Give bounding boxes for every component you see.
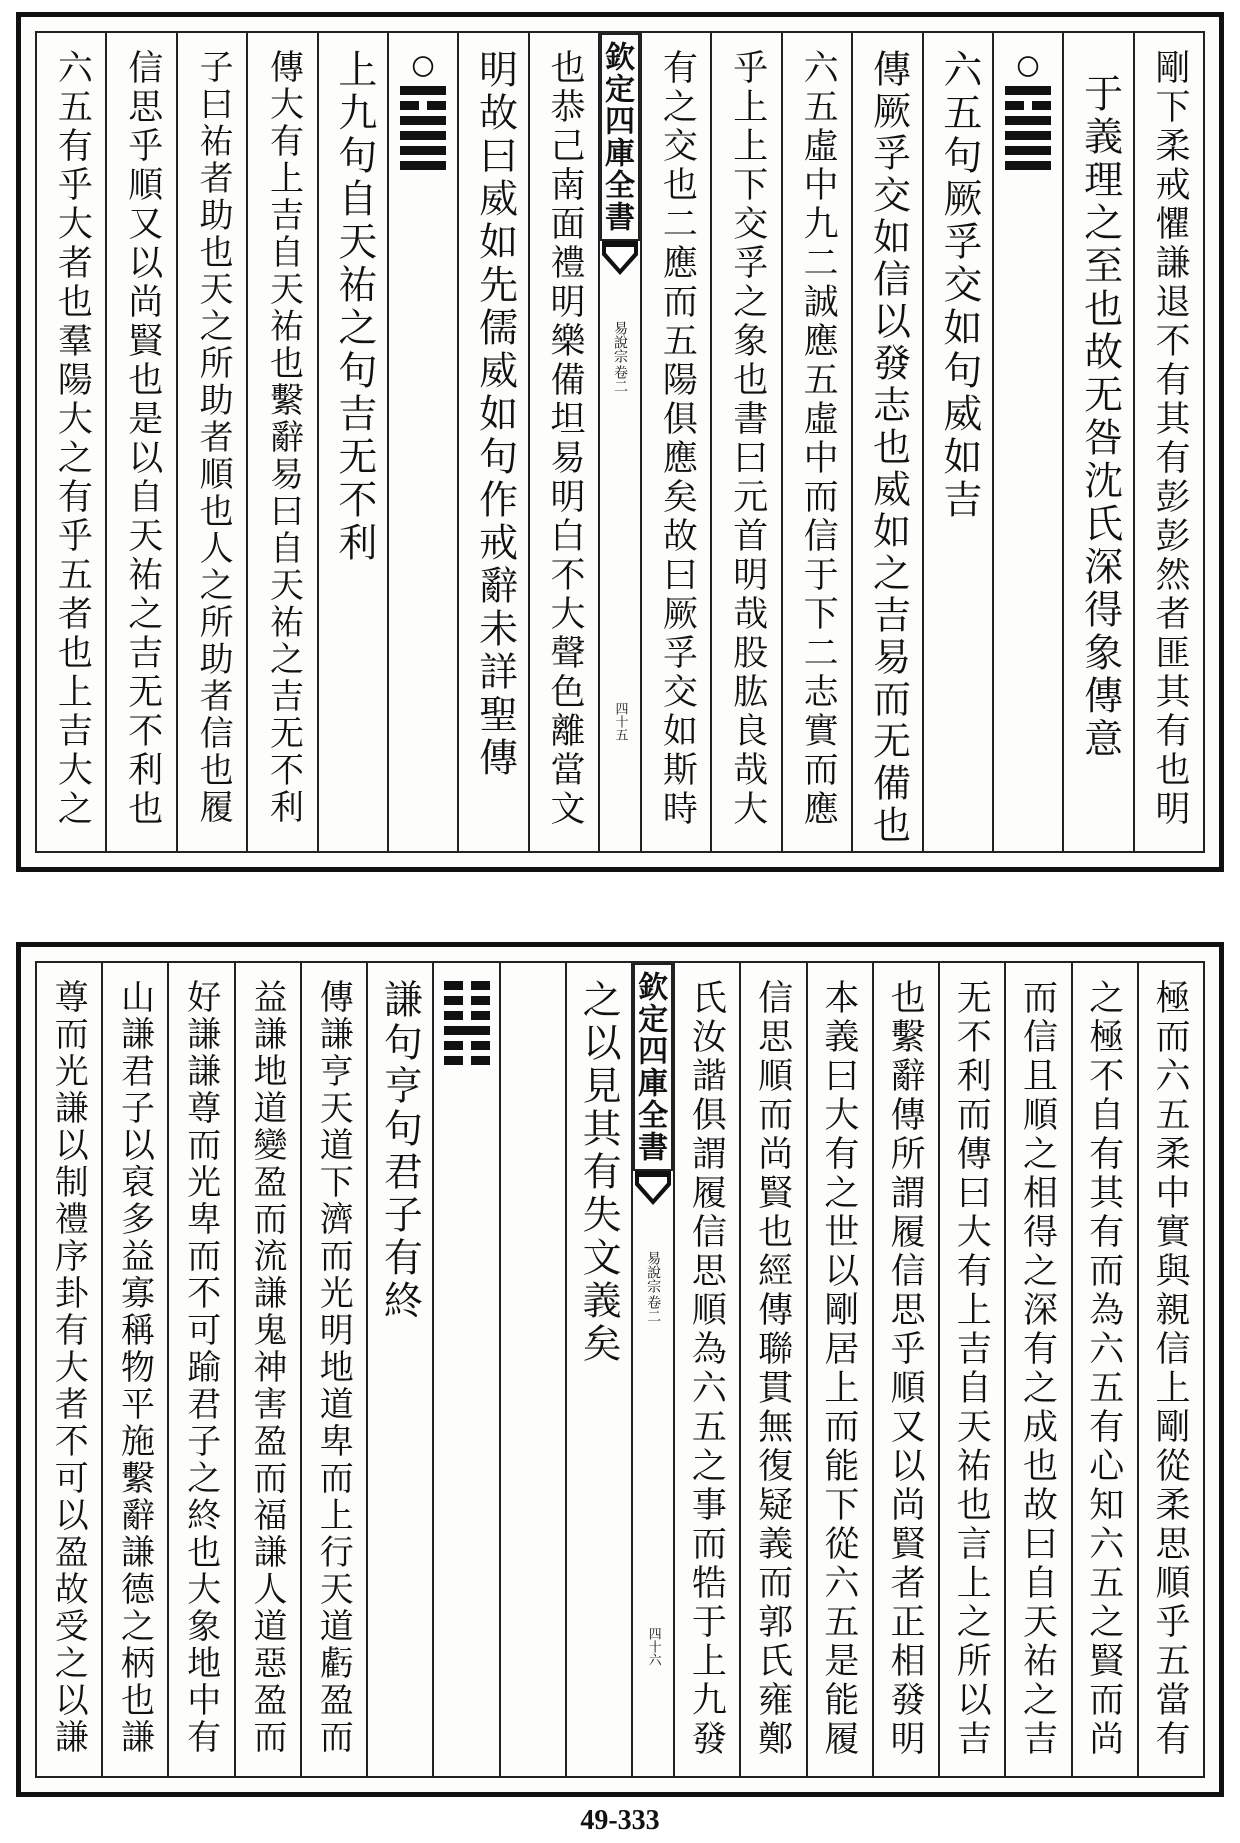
fish-tail-icon bbox=[635, 1171, 671, 1211]
text-column bbox=[528, 33, 598, 851]
text-column bbox=[565, 963, 631, 1776]
top-page bbox=[16, 12, 1224, 872]
fish-tail-icon bbox=[602, 241, 638, 281]
column-text: 六五句厥孚交如句威如吉 bbox=[936, 49, 982, 522]
hexagram-marker: 〇 bbox=[1017, 55, 1040, 81]
text-column bbox=[938, 963, 1004, 1776]
text-column bbox=[806, 963, 872, 1776]
column-text: 極而六五柔中實與親信上剛從柔思順乎五當有 bbox=[1150, 979, 1190, 1759]
text-column bbox=[37, 33, 105, 851]
text-column bbox=[739, 963, 805, 1776]
column-text: 有之交也二應而五陽俱應矣故曰厥孚交如斯時 bbox=[657, 49, 698, 829]
volume-label: 卷二 bbox=[612, 365, 628, 393]
hexagram-column bbox=[387, 33, 457, 851]
text-column bbox=[234, 963, 300, 1776]
leaf-number: 四十六 bbox=[645, 1627, 661, 1666]
column-text: 傳大有上吉自天祐也繫辭易曰自天祐之吉无不利 bbox=[263, 49, 304, 826]
column-text: 乎上上下交孚之象也書曰元首明哉股肱良哉大 bbox=[727, 49, 768, 829]
page-number: 49-333 bbox=[580, 1805, 660, 1836]
text-column bbox=[300, 963, 366, 1776]
text-column bbox=[1133, 33, 1203, 851]
collection-title: 欽定四庫全書 bbox=[633, 963, 673, 1171]
bottom-page-frame bbox=[35, 961, 1205, 1778]
column-text: 益謙地道變盈而流謙鬼神害盈而福謙人道惡盈而 bbox=[246, 979, 287, 1756]
text-column bbox=[1062, 33, 1132, 851]
column-text: 傳厥孚交如信以發志也威如之吉易而无備也 bbox=[866, 49, 911, 847]
hexagram-icon bbox=[444, 981, 490, 1065]
text-column bbox=[317, 33, 387, 851]
column-text: 信思順而尚賢也經傳聯貫無復疑義而郭氏雍鄭 bbox=[752, 979, 793, 1759]
column-text: 于義理之至也故无咎沈氏深得象傳意 bbox=[1077, 73, 1123, 761]
text-column bbox=[37, 963, 101, 1776]
text-column bbox=[457, 33, 527, 851]
center-fold bbox=[598, 33, 640, 851]
column-text: 也恭己南面禮明樂備坦易明白不大聲色離當文 bbox=[545, 49, 585, 829]
column-text: 而信且順之相得之深有之成也故曰自天祐之吉 bbox=[1017, 979, 1058, 1759]
text-column bbox=[105, 33, 175, 851]
text-column bbox=[673, 963, 739, 1776]
column-text: 也繫辭傳所謂履信思乎順又以尚賢者正相發明 bbox=[885, 979, 926, 1759]
hexagram-icon bbox=[1005, 86, 1051, 170]
column-text: 信思乎順又以尚賢也是以自天祐之吉无不利也 bbox=[122, 49, 163, 829]
text-column bbox=[1004, 963, 1070, 1776]
text-column bbox=[922, 33, 992, 851]
bottom-page bbox=[16, 942, 1224, 1797]
column-text: 謙句亨句君子有終 bbox=[377, 979, 423, 1323]
empty-column bbox=[499, 963, 565, 1776]
column-text: 傳謙亨天道下濟而光明地道卑而上行天道虧盈而 bbox=[313, 979, 354, 1756]
column-text: 明故曰威如先儒威如句作戒辭未詳聖傳 bbox=[472, 49, 518, 780]
text-column bbox=[872, 963, 938, 1776]
column-text: 好謙謙尊而光卑而不可踰君子之終也大象地中有 bbox=[180, 979, 221, 1756]
column-text: 六五有乎大者也羣陽大之有乎五者也上吉大之 bbox=[52, 49, 93, 829]
column-text: 无不利而傳曰大有上吉自天祐也言上之所以吉 bbox=[951, 979, 992, 1759]
text-column bbox=[1137, 963, 1203, 1776]
text-column bbox=[710, 33, 780, 851]
hexagram-marker: 〇 bbox=[412, 55, 435, 81]
leaf-number: 四十五 bbox=[612, 702, 628, 741]
text-column bbox=[167, 963, 233, 1776]
text-column bbox=[101, 963, 167, 1776]
text-column bbox=[246, 33, 316, 851]
center-fold bbox=[631, 963, 673, 1776]
column-text: 上九句自天祐之句吉无不利 bbox=[331, 49, 377, 565]
hexagram-column bbox=[992, 33, 1062, 851]
text-column bbox=[640, 33, 710, 851]
book-info bbox=[643, 1251, 663, 1323]
column-text: 氏汝諧俱謂履信思順為六五之事而牿于上九發 bbox=[686, 979, 727, 1759]
hexagram-icon bbox=[400, 86, 446, 170]
book-title: 易說宗 bbox=[612, 321, 628, 363]
column-text: 子曰祐者助也天之所助者順也人之所助者信也履 bbox=[193, 49, 234, 826]
hexagram-column bbox=[432, 963, 498, 1776]
text-column bbox=[851, 33, 921, 851]
volume-label: 卷二 bbox=[645, 1295, 662, 1323]
column-text: 剛下柔戒懼謙退不有其有彭彭然者匪其有也明 bbox=[1150, 49, 1190, 829]
book-info bbox=[610, 321, 630, 393]
text-column bbox=[366, 963, 432, 1776]
book-title: 易說宗 bbox=[645, 1251, 662, 1293]
top-page-frame bbox=[35, 31, 1205, 853]
column-text: 之以見其有失文義矣 bbox=[576, 979, 622, 1366]
collection-title: 欽定四庫全書 bbox=[600, 33, 640, 241]
text-column bbox=[1071, 963, 1137, 1776]
column-text: 六五虛中九二誠應五虛中而信于下二志實而應 bbox=[798, 49, 839, 829]
column-text: 山謙君子以裒多益寡稱物平施繫辭謙德之柄也謙 bbox=[114, 979, 155, 1756]
text-column bbox=[176, 33, 246, 851]
text-column bbox=[781, 33, 851, 851]
column-text: 尊而光謙以制禮序卦有大者不可以盈故受之以謙 bbox=[48, 979, 89, 1756]
column-text: 之極不自有其有而為六五有心知六五之賢而尚 bbox=[1083, 979, 1124, 1759]
column-text: 本義曰大有之世以剛居上而能下從六五是能履 bbox=[818, 979, 859, 1759]
